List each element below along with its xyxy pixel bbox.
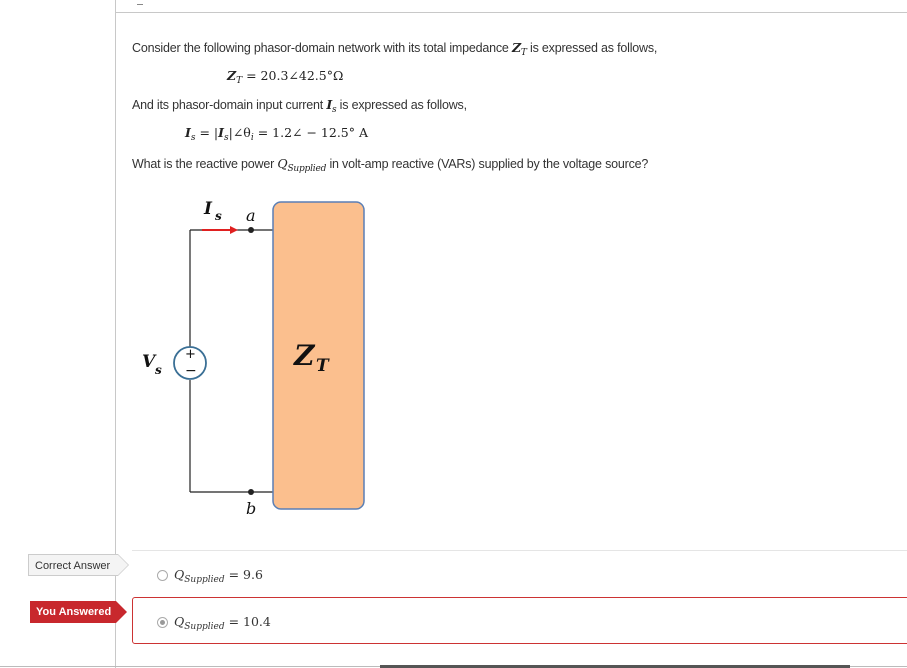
circuit-diagram: [130, 190, 410, 530]
eq1-lhs-sub: T: [236, 76, 243, 86]
answer-option-1[interactable]: [157, 567, 263, 585]
option-1-sub: Supplied: [184, 575, 225, 585]
is-variable: I: [326, 97, 332, 112]
node-b-label: b: [246, 499, 257, 518]
current-sub: s: [215, 209, 222, 223]
option-2-radio[interactable]: [157, 617, 168, 628]
option-1-value: = 9.6: [224, 567, 263, 582]
question-line-2-end: is expressed as follows,: [339, 98, 467, 112]
option-2-var: Q: [174, 614, 185, 629]
eq2-mag: I: [218, 125, 224, 140]
option-1-var: Q: [174, 567, 185, 582]
source-label: V: [142, 352, 156, 372]
header-stub: [137, 0, 143, 5]
question-line-1-text: Consider the following phasor-domain network with its total impedance: [132, 41, 509, 55]
answers-separator: [132, 550, 907, 551]
source-minus: −: [185, 363, 197, 379]
question-top-border: [115, 12, 907, 13]
question-line-3-end: in volt-amp reactive (VARs) supplied by the voltage source?: [329, 157, 649, 171]
impedance-sub: T: [316, 356, 329, 376]
zt-variable: Z: [511, 40, 521, 55]
source-sub: s: [155, 363, 162, 377]
source-plus: +: [185, 347, 196, 362]
correct-answer-tag: Correct Answer: [28, 554, 118, 576]
current-label: I: [204, 199, 212, 219]
option-2-sub: Supplied: [184, 622, 225, 632]
eq2-angle-sub: i: [250, 133, 254, 143]
q-variable: Q: [277, 156, 288, 171]
eq1-rhs: = 20.3∠42.5°Ω: [242, 68, 344, 83]
eq2-equals: = |: [195, 125, 219, 140]
question-line-1-end: is expressed as follows,: [530, 41, 658, 55]
node-b-dot: [248, 489, 254, 495]
eq1-lhs: Z: [227, 68, 237, 83]
node-a-label: a: [246, 206, 256, 225]
eq2-mag-sub: s: [223, 133, 229, 143]
question-line-2-text: And its phasor-domain input current: [132, 98, 324, 112]
option-2-value: = 10.4: [224, 614, 271, 629]
eq2-angle: |∠θ: [228, 125, 251, 140]
is-subscript: s: [331, 105, 337, 115]
node-a-dot: [248, 227, 254, 233]
eq2-lhs-sub: s: [190, 133, 196, 143]
question-line-3-text: What is the reactive power: [132, 157, 275, 171]
impedance-label: Z: [294, 339, 315, 372]
impedance-equation: [227, 68, 343, 86]
option-1-radio[interactable]: [157, 570, 168, 581]
current-equation: [185, 125, 368, 143]
eq2-rhs: = 1.2∠ − 12.5° A: [253, 125, 368, 140]
eq2-lhs: I: [185, 125, 191, 140]
current-arrow-head: [230, 226, 238, 234]
you-answered-tag: You Answered: [30, 601, 116, 623]
answer-option-2[interactable]: [157, 614, 271, 632]
question-line-1: [132, 40, 657, 58]
question-line-2: [132, 97, 467, 115]
zt-subscript: T: [520, 48, 527, 58]
q-subscript: Supplied: [287, 164, 327, 174]
question-line-3: [132, 156, 648, 174]
